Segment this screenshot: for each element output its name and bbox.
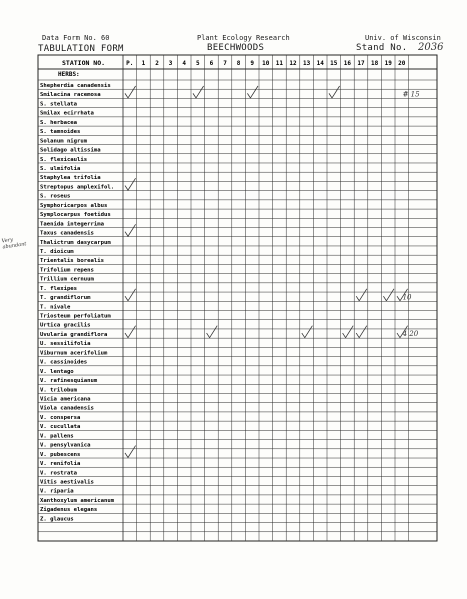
margin-note-abundant: Very abundant xyxy=(1,236,27,251)
species-name: S. stellata xyxy=(40,101,78,108)
species-name: Symphoricarpos albus xyxy=(40,202,108,209)
check-mark xyxy=(343,326,354,338)
species-name: V. pubescens xyxy=(40,451,81,458)
species-name: Taxus canadensis xyxy=(40,230,94,237)
station-column-header: P. xyxy=(126,60,134,67)
station-column-header: 4 xyxy=(182,60,187,67)
check-mark xyxy=(302,326,313,338)
species-name: T. flexipes xyxy=(40,285,78,292)
species-name: Trifolium repens xyxy=(40,267,94,274)
table-border xyxy=(38,55,437,541)
station-column-header: 16 xyxy=(343,60,352,67)
station-header: STATION NO. xyxy=(62,59,106,67)
station-column-header: 6 xyxy=(209,60,214,67)
species-name: Smilax ecirrhata xyxy=(40,110,94,117)
check-mark xyxy=(125,224,136,236)
community-title: BEECHWOODS xyxy=(207,43,265,53)
station-column-header: 8 xyxy=(236,60,241,67)
species-name: Taenida integerrima xyxy=(40,221,104,228)
species-name: Vitis aestivalis xyxy=(40,479,94,486)
species-name: Zigadenus elegans xyxy=(40,507,98,514)
university-label: Univ. of Wisconsin xyxy=(365,34,441,42)
station-column-header: 17 xyxy=(357,60,365,67)
species-name: S. herbacea xyxy=(40,119,78,126)
species-name: U. sessilifolia xyxy=(40,341,91,348)
species-name: Uvularia grandiflora xyxy=(40,331,108,338)
form-title: TABULATION FORM xyxy=(38,44,124,54)
species-name: V. lentago xyxy=(40,368,74,375)
species-name: V. renifolia xyxy=(40,461,81,468)
check-mark xyxy=(247,86,258,98)
station-column-header: 13 xyxy=(302,60,311,67)
check-mark xyxy=(193,86,204,98)
species-name: Staphylea trifolia xyxy=(40,175,101,182)
station-column-header: 2 xyxy=(155,60,159,67)
species-name: S. roseus xyxy=(40,193,71,200)
species-name: V. trilobum xyxy=(40,387,78,394)
species-name: Streptopus amplexifol. xyxy=(40,184,115,191)
check-mark xyxy=(125,86,136,98)
check-mark xyxy=(356,289,367,301)
species-name: Viola canadensis xyxy=(40,405,94,412)
species-name: Trillium cernuum xyxy=(40,276,94,283)
species-name: Solanum nigrum xyxy=(40,138,88,145)
species-name: Xanthoxylum americanum xyxy=(40,497,115,504)
check-mark xyxy=(383,289,394,301)
station-column-header: 19 xyxy=(384,60,392,67)
station-column-header: 1 xyxy=(141,60,146,67)
species-name: Z. glaucus xyxy=(40,516,74,523)
species-name: Solidago altissima xyxy=(40,147,101,154)
species-name: V. pallens xyxy=(40,433,74,440)
station-column-header: 18 xyxy=(370,60,379,67)
check-mark xyxy=(125,446,136,458)
species-name: Viburnum acerifolium xyxy=(40,350,108,357)
check-mark xyxy=(329,86,340,98)
station-column-header: 9 xyxy=(250,60,255,67)
species-name: V. pensylvanica xyxy=(40,442,91,449)
section-label-herbs: HERBS: xyxy=(58,71,80,78)
station-column-header: 3 xyxy=(168,60,173,67)
species-name: V. rafinesquianum xyxy=(40,378,98,385)
species-name: Smilacina racemosa xyxy=(40,92,101,99)
station-column-header: 10 xyxy=(262,60,270,67)
species-name: Trientalis borealis xyxy=(40,258,104,265)
station-column-header: 12 xyxy=(289,60,297,67)
species-name: V. riparia xyxy=(40,488,74,495)
species-name: S. tamnoides xyxy=(40,129,81,136)
station-column-header: 14 xyxy=(316,60,324,67)
species-name: Vicia americana xyxy=(40,396,91,403)
species-name: Triosteum perfoliatum xyxy=(40,313,111,320)
species-name: T. nivale xyxy=(40,304,71,311)
species-name: V. conspersa xyxy=(40,414,81,421)
margin-note: 4 20 xyxy=(402,330,419,339)
species-name: V. cucullata xyxy=(40,424,81,431)
form-number: Data Form No. 60 xyxy=(42,34,110,42)
species-name: S. ulmifolia xyxy=(40,166,81,172)
species-name: Urtica gracilis xyxy=(40,322,91,329)
species-name: Thalictrum dasycarpum xyxy=(40,239,111,246)
stand-label: Stand No. xyxy=(356,43,408,53)
station-column-header: 11 xyxy=(275,60,284,67)
station-column-header: 15 xyxy=(330,60,338,67)
station-column-header: 7 xyxy=(223,60,227,67)
species-name: V. cassinoides xyxy=(40,359,88,366)
check-mark xyxy=(125,289,136,301)
margin-note: # 15 xyxy=(402,90,420,99)
species-name: S. flexicaulis xyxy=(40,156,88,163)
stand-number: 2036 xyxy=(418,42,444,53)
check-mark xyxy=(207,326,218,338)
check-mark xyxy=(356,326,367,338)
station-column-header: 5 xyxy=(195,60,200,67)
margin-note: 10 xyxy=(402,293,412,302)
species-name: T. grandiflorum xyxy=(40,295,91,302)
species-name: T. dioicum xyxy=(40,248,74,255)
research-title: Plant Ecology Research xyxy=(197,34,290,42)
check-mark xyxy=(125,326,136,338)
species-name: V. rostrata xyxy=(40,470,78,477)
species-name: Shepherdia canadensis xyxy=(40,83,111,90)
check-mark xyxy=(125,178,136,190)
station-column-header: 20 xyxy=(398,60,406,67)
species-name: Symplocarpus foetidus xyxy=(40,212,111,219)
